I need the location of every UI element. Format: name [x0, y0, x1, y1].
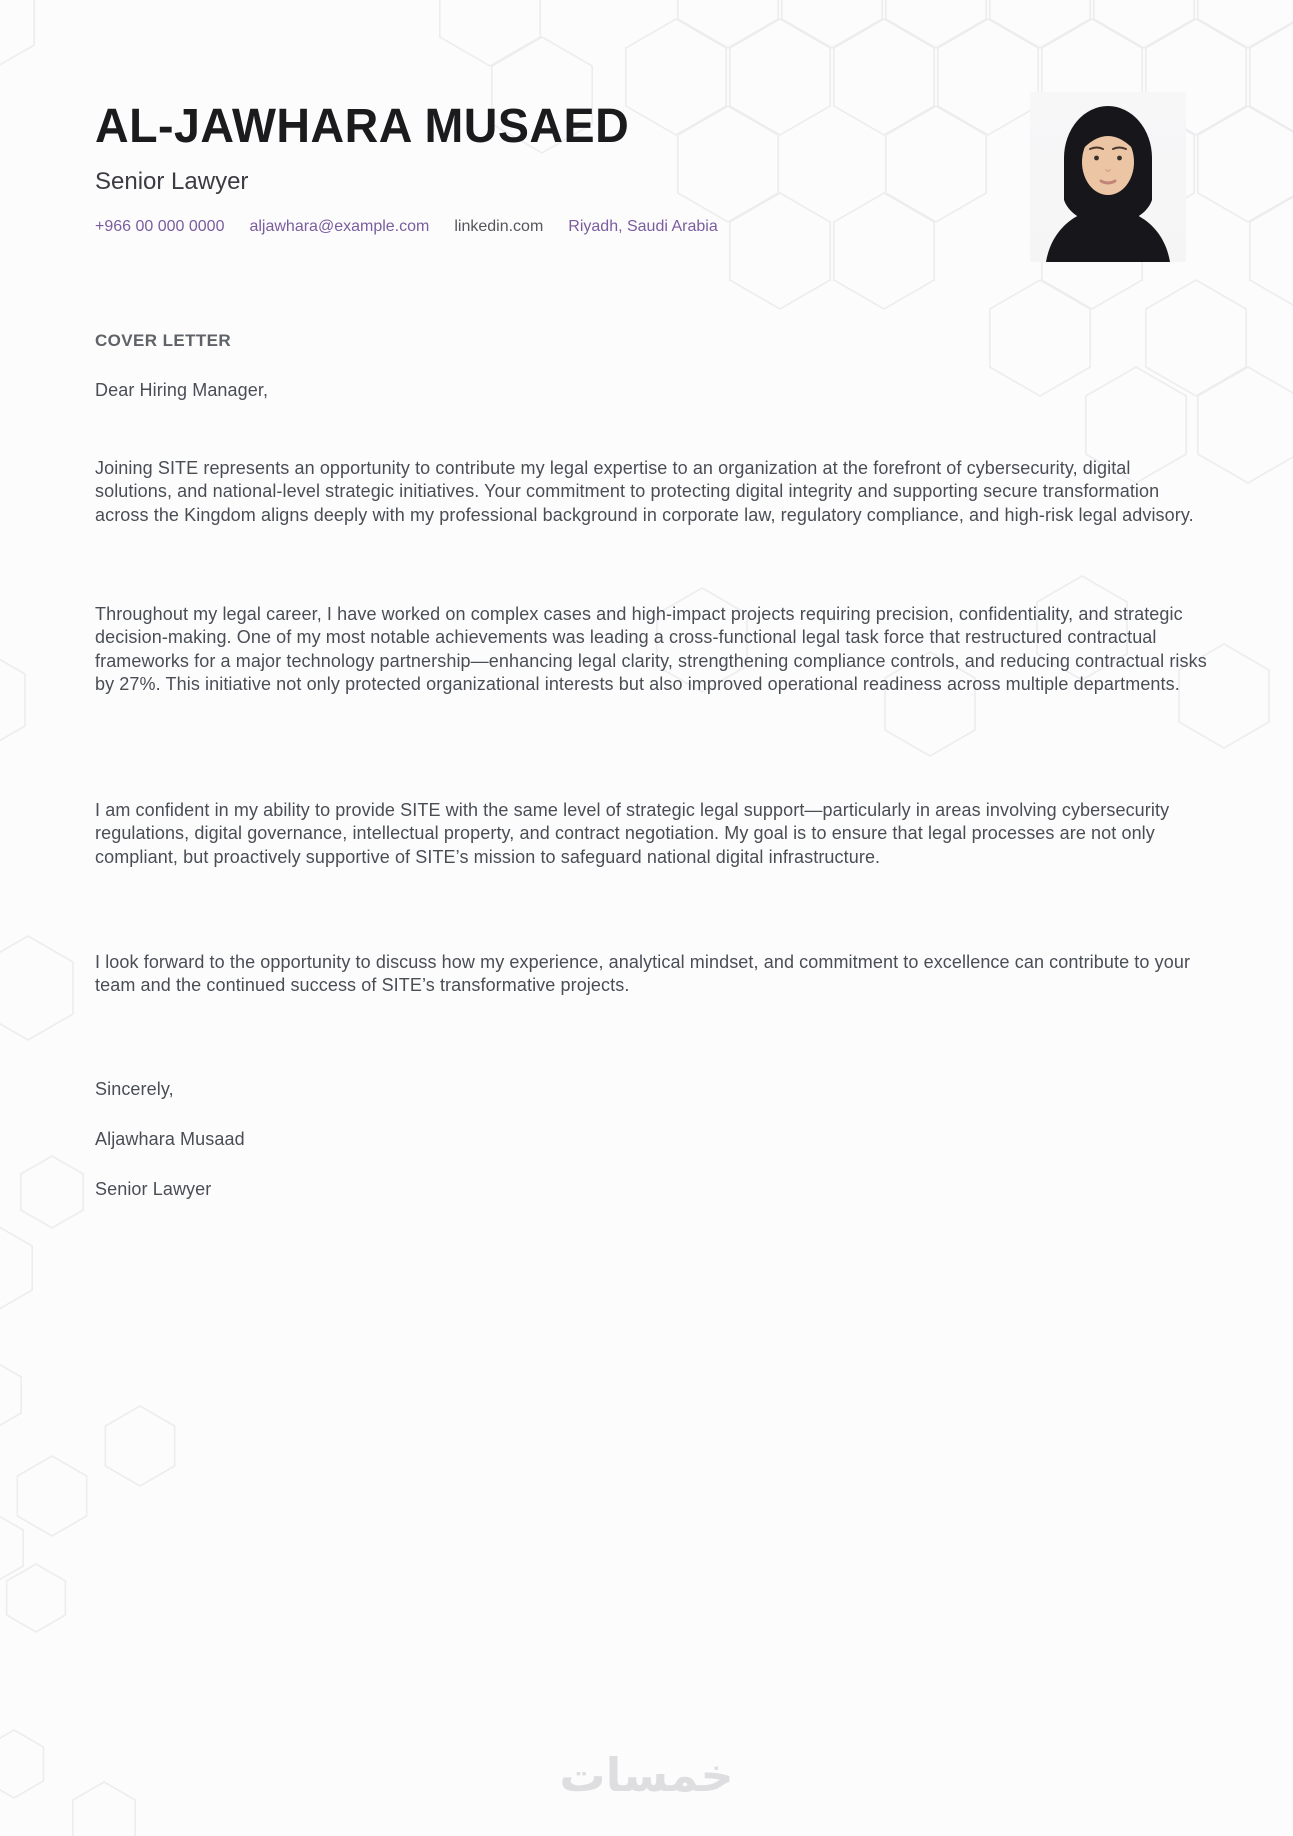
location-text: Riyadh, Saudi Arabia: [568, 218, 718, 235]
signature-name: Aljawhara Musaad: [95, 1129, 245, 1149]
cover-letter-heading: COVER LETTER: [95, 331, 232, 350]
paragraph-4: I look forward to the opportunity to discuss how my experience, analytical mindset, and commitment to excellence can contribute to your team and the continued success of SITE’s transformative projects.: [95, 952, 1191, 996]
signature-title: Senior Lawyer: [95, 1179, 212, 1199]
linkedin-link: linkedin.com: [454, 218, 544, 235]
closing: Sincerely,: [95, 1079, 174, 1099]
person-portrait-illustration: [1030, 92, 1186, 262]
paragraph-3: I am confident in my ability to provide SITE with the same level of strategic legal support—particularly in areas involving cybersecurity regulations, digital governance, intellectual property, and contract negotiation. My goal is to ensure that legal processes are not only compliant, but proactively supportive of SITE’s mission to safeguard national digital infrastructure.: [95, 800, 1170, 867]
candidate-title: Senior Lawyer: [95, 168, 249, 195]
phone-number: +966 00 000 0000: [95, 218, 225, 235]
contact-info: [95, 216, 718, 238]
candidate-name: AL-JAWHARA MUSAED: [95, 100, 630, 153]
profile-photo: [1030, 92, 1186, 262]
paragraph-2: Throughout my legal career, I have worked on complex cases and high-impact projects requiring precision, confidentiality, and strategic decision-making. One of my most notable achievements was leading a cross-functional legal task force that restructured contractual frameworks for a major technology partnership—enhancing legal clarity, strengthening compliance controls, and reducing contractual risks by 27%. This initiative not only protected organizational interests but also improved operational readiness across multiple departments.: [95, 604, 1207, 695]
paragraph-1: Joining SITE represents an opportunity to contribute my legal expertise to an organization at the forefront of cybersecurity, digital solutions, and national-level strategic initiatives. Your commitment to protecting digital integrity and supporting secure transformation across the Kingdom aligns deeply with my professional background in corporate law, regulatory compliance, and high-risk legal advisory.: [95, 458, 1194, 525]
khamsat-watermark: خمسات: [559, 1748, 734, 1802]
salutation: Dear Hiring Manager,: [95, 380, 269, 400]
email-address: aljawhara@example.com: [249, 218, 430, 235]
